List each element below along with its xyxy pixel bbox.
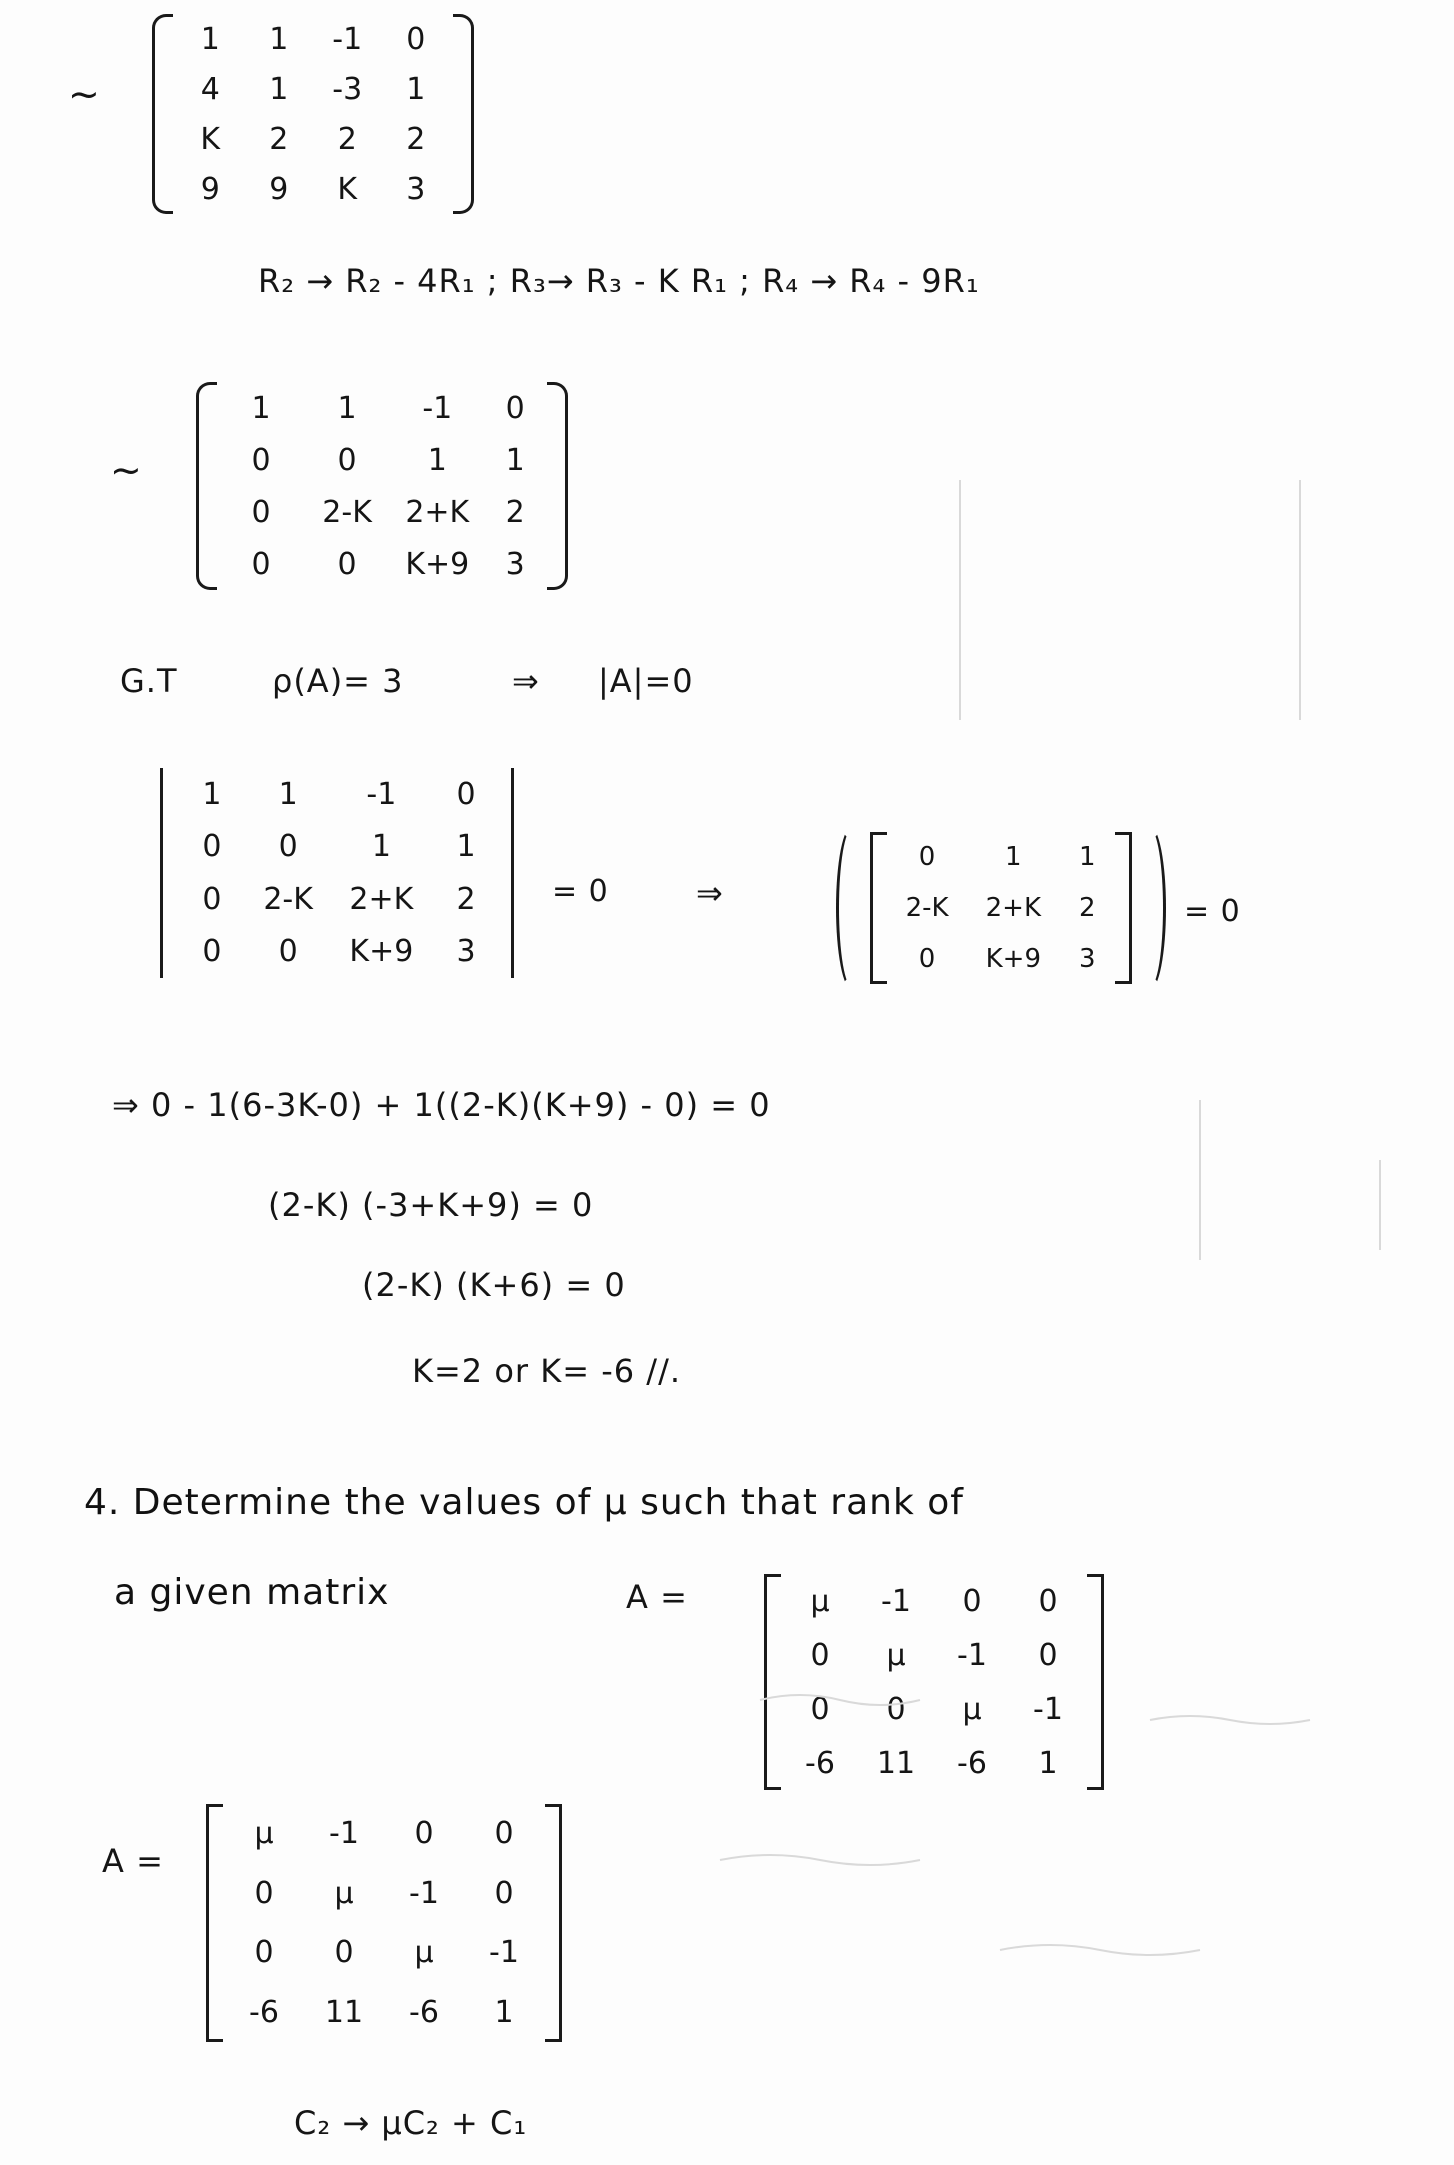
- matrix-2-cell: 0: [251, 442, 271, 478]
- minor-matrix: [870, 832, 1132, 984]
- minor-equals-zero: = 0: [1184, 894, 1241, 929]
- minor-grid: [886, 832, 1116, 984]
- determinant-cell: 1: [371, 829, 391, 865]
- implies-symbol: ⇒: [512, 662, 540, 700]
- matrix-2-cell: 1: [251, 390, 271, 426]
- problem-4-statement-line2: a given matrix: [114, 1572, 390, 1613]
- matrix-1-cell: 3: [406, 171, 426, 207]
- matrix-2-cell: 0: [251, 494, 271, 530]
- determinant-cell: 0: [456, 776, 476, 812]
- solution-matrix-cell: μ: [254, 1816, 274, 1852]
- matrix-2-cell: 2: [505, 494, 525, 530]
- determinant-grid: [178, 768, 500, 978]
- matrix-1-cell: 0: [406, 21, 426, 57]
- determinant-cell: 1: [202, 776, 222, 812]
- problem-matrix-cell: -1: [957, 1637, 987, 1673]
- determinant-zero: |A|=0: [598, 662, 694, 700]
- determinant-cell: 1: [278, 776, 298, 812]
- matrix-2: [196, 382, 568, 590]
- solution-matrix-cell: 11: [324, 1994, 364, 2030]
- determinant-cell: 1: [456, 829, 476, 865]
- minor-right-paren: [1134, 826, 1166, 990]
- matrix-1-cell: 9: [269, 171, 289, 207]
- matrix-2-cell: 1: [337, 390, 357, 426]
- determinant-cell: 0: [278, 934, 298, 970]
- matrix-1-cell: 2: [269, 121, 289, 157]
- given-label: G.T: [120, 662, 178, 700]
- matrix-1-cell: 2: [337, 121, 357, 157]
- matrix-1-cell: 1: [200, 21, 220, 57]
- determinant-left-bar: [160, 768, 163, 978]
- minor-cell: 2+K: [985, 892, 1042, 923]
- determinant-cell: 2-K: [263, 881, 313, 917]
- matrix-2-cell: 1: [427, 442, 447, 478]
- minor-right-bracket: [1115, 832, 1132, 984]
- solution-a-label: A =: [102, 1842, 164, 1880]
- determinant-cell: 2+K: [349, 881, 414, 917]
- solution-matrix-cell: 0: [494, 1875, 514, 1911]
- matrix-2-right-bracket: [547, 382, 568, 590]
- solution-matrix-left-bracket: [206, 1804, 223, 2042]
- matrix-1-cell: 1: [269, 71, 289, 107]
- problem-matrix-cell: 0: [810, 1637, 830, 1673]
- problem-matrix-cell: 0: [1038, 1583, 1058, 1619]
- matrix-2-cell: 0: [251, 546, 271, 582]
- problem-4-statement: 4. Determine the values of μ such that rank of: [84, 1482, 964, 1523]
- determinant-cell: 0: [278, 829, 298, 865]
- problem-matrix-cell: μ: [962, 1691, 982, 1727]
- solution-matrix-grid: [224, 1804, 544, 2042]
- solution-matrix-cell: μ: [414, 1935, 434, 1971]
- final-answer: K=2 or K= -6 //.: [412, 1352, 682, 1390]
- matrix-1-cell: 9: [200, 171, 220, 207]
- solution-matrix-cell: -1: [409, 1875, 439, 1911]
- matrix-1-cell: -3: [332, 71, 363, 107]
- problem-matrix-cell: 0: [1038, 1637, 1058, 1673]
- determinant-right-bar: [511, 768, 514, 978]
- determinant-cell: 0: [202, 934, 222, 970]
- determinant-cell: -1: [366, 776, 397, 812]
- problem-matrix-cell: -1: [881, 1583, 911, 1619]
- matrix-2-cell: 3: [505, 546, 525, 582]
- factor-step-1: (2-K) (-3+K+9) = 0: [268, 1186, 594, 1224]
- matrix-1-cell: 1: [269, 21, 289, 57]
- problem-matrix-cell: μ: [810, 1583, 830, 1619]
- minor-cell: K+9: [985, 943, 1042, 974]
- matrix-2-cell: -1: [422, 390, 453, 426]
- matrix-2-cell: 0: [505, 390, 525, 426]
- matrix-1-right-bracket: [453, 14, 474, 214]
- matrix-a-label: A =: [626, 1578, 688, 1616]
- problem-matrix-left-bracket: [764, 1574, 781, 1790]
- problem-matrix-right-bracket: [1087, 1574, 1104, 1790]
- factor-step-2: (2-K) (K+6) = 0: [362, 1266, 626, 1304]
- matrix-2-left-bracket: [196, 382, 217, 590]
- problem-matrix-cell: 11: [876, 1745, 916, 1781]
- problem-matrix-cell: -6: [957, 1745, 987, 1781]
- problem-matrix-a: [764, 1574, 1104, 1790]
- solution-matrix-cell: 0: [334, 1935, 354, 1971]
- matrix-2-cell: 1: [505, 442, 525, 478]
- expansion-step: ⇒ 0 - 1(6-3K-0) + 1((2-K)(K+9) - 0) = 0: [112, 1086, 771, 1124]
- solution-matrix-cell: 0: [254, 1875, 274, 1911]
- solution-matrix-cell: μ: [334, 1875, 354, 1911]
- minor-cell: 1: [1078, 842, 1096, 873]
- matrix-2-cell: 2+K: [405, 494, 470, 530]
- matrix-1-cell: K: [337, 171, 358, 207]
- solution-matrix-cell: -6: [409, 1994, 439, 2030]
- implies-symbol-2: ⇒: [696, 874, 724, 912]
- solution-matrix-cell: 0: [414, 1816, 434, 1852]
- matrix-1-cell: 4: [200, 71, 220, 107]
- rank-statement: ρ(A)= 3: [272, 662, 404, 700]
- determinant-cell: 3: [456, 934, 476, 970]
- minor-cell: 0: [918, 943, 936, 974]
- matrix-1-left-bracket: [152, 14, 173, 214]
- solution-matrix-cell: 0: [494, 1816, 514, 1852]
- determinant-cell: K+9: [349, 934, 414, 970]
- minor-cell: 2-K: [905, 892, 949, 923]
- row-operation-1: R₂ → R₂ - 4R₁ ; R₃→ R₃ - K R₁ ; R₄ → R₄ - 9R₁: [258, 262, 980, 300]
- matrix-2-cell: 0: [337, 442, 357, 478]
- determinant-cell: 0: [202, 881, 222, 917]
- solution-matrix-cell: -6: [249, 1994, 279, 2030]
- determinant-equals-zero: = 0: [552, 874, 609, 909]
- problem-matrix-cell: 0: [886, 1691, 906, 1727]
- problem-matrix-cell: 0: [962, 1583, 982, 1619]
- matrix-1-cell: -1: [332, 21, 363, 57]
- matrix-2-cell: 0: [337, 546, 357, 582]
- problem-matrix-cell: 0: [810, 1691, 830, 1727]
- matrix-1-cell: K: [200, 121, 221, 157]
- matrix-1-cell: 1: [406, 71, 426, 107]
- problem-matrix-grid: [782, 1574, 1086, 1790]
- minor-cell: 1: [1005, 842, 1022, 873]
- column-operation: C₂ → μC₂ + C₁: [294, 2104, 528, 2142]
- matrix-1-grid: [176, 14, 450, 214]
- matrix-2-cell: 2-K: [322, 494, 372, 530]
- solution-matrix-a: [206, 1804, 562, 2042]
- problem-matrix-cell: μ: [886, 1637, 906, 1673]
- equivalence-symbol-1: ~: [68, 72, 101, 116]
- matrix-1: [152, 14, 474, 214]
- minor-cell: 0: [918, 842, 936, 873]
- matrix-1-cell: 2: [406, 121, 426, 157]
- solution-matrix-cell: 0: [254, 1935, 274, 1971]
- determinant-cell: 2: [456, 881, 476, 917]
- problem-matrix-cell: 1: [1038, 1745, 1058, 1781]
- matrix-2-grid: [220, 382, 548, 590]
- solution-matrix-cell: -1: [489, 1935, 519, 1971]
- minor-left-bracket: [870, 832, 887, 984]
- equivalence-symbol-2: ~: [110, 448, 143, 492]
- problem-matrix-cell: -1: [1033, 1691, 1063, 1727]
- solution-matrix-cell: 1: [494, 1994, 514, 2030]
- minor-cell: 3: [1078, 943, 1096, 974]
- solution-matrix-right-bracket: [545, 1804, 562, 2042]
- problem-matrix-cell: -6: [805, 1745, 835, 1781]
- minor-left-paren: [836, 826, 868, 990]
- determinant-matrix: [156, 768, 518, 978]
- matrix-2-cell: K+9: [405, 546, 470, 582]
- minor-cell: 2: [1078, 892, 1096, 923]
- solution-matrix-cell: -1: [329, 1816, 359, 1852]
- determinant-cell: 0: [202, 829, 222, 865]
